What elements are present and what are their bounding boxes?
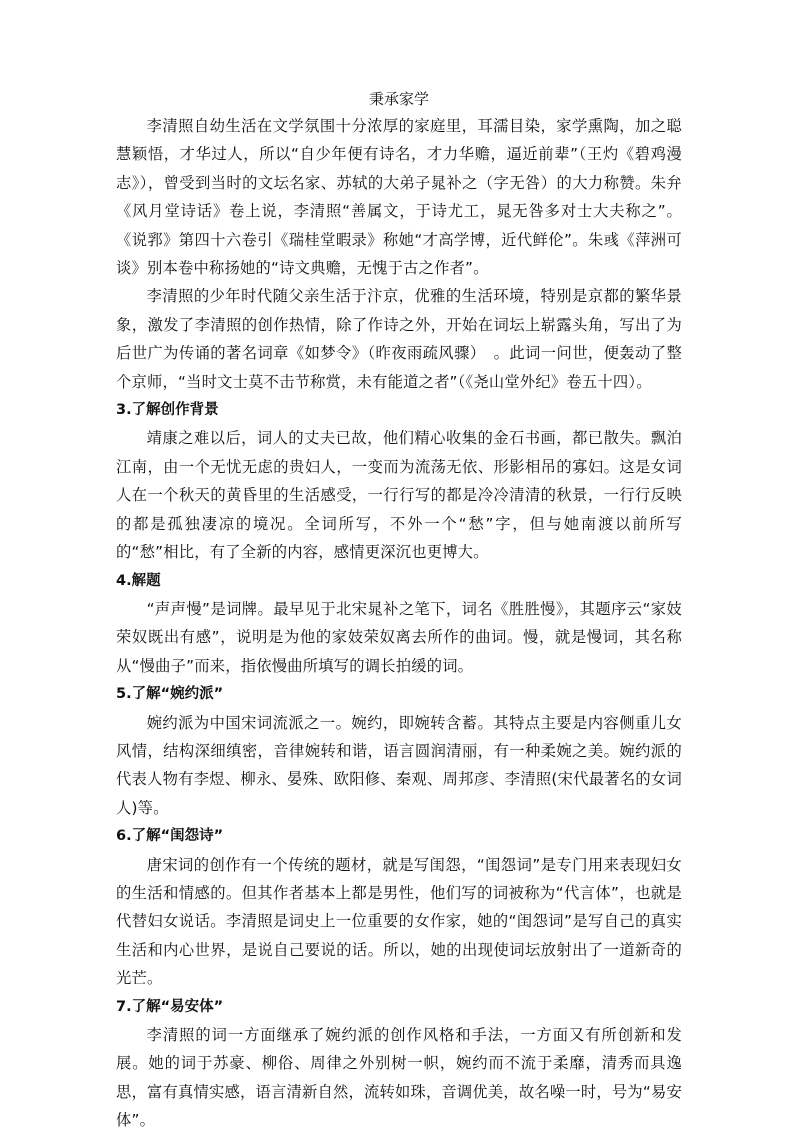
paragraph-guiyuan-poetry: 唐宋词的创作有一个传统的题材，就是写闺怨，“闺怨词”是专门用来表现妇女的生活和情感的。但其作者基本上都是男性，他们写的词被称为“代言体”，也就是代替妇女说话。李清照是词史上一位重要的女作家，她的“闺怨词”是写自己的真实生活和内心世界，是说自己要说的话。所以，她的出现使词坛放射出了一道新奇的光芒。 [116, 855, 682, 988]
paragraph-youth-in-bianjing: 李清照的少年时代随父亲生活于汴京，优雅的生活环境，特别是京都的繁华景象，激发了李清照的创作热情，除了作诗之外，开始在词坛上崭露头角，写出了为后世广为传诵的著名词章《如梦令》（昨夜雨疏风骤） 。此词一问世，便轰动了整个京师，“当时文士莫不击节称赏，未有能道之者”（《尧山堂外纪》卷五十四）。 [116, 287, 682, 391]
heading-wanyue-school: 5.了解“婉约派” [116, 686, 224, 703]
paragraph-creation-background: 靖康之难以后，词人的丈夫已故，他们精心收集的金石书画，都已散失。飘泊江南，由一个无忧无虑的贵妇人，一变而为流荡无依、形影相吊的寡妇。这是女词人在一个秋天的黄昏里的生活感受，一行行写的都是冷冷清清的秋景，一行行反映的都是孤独凄凉的境况。全词所写，不外一个“愁”字，但与她南渡以前所写的“愁”相比，有了全新的内容，感情更深沉也更博大。 [116, 429, 682, 562]
paragraph-title-explanation: “声声慢”是词牌。最早见于北宋晁补之笔下，词名《胜胜慢》，其题序云“家妓荣奴既出有感”，说明是为他的家妓荣奴离去所作的曲词。慢，就是慢词，其名称从“慢曲子”而来，指依慢曲所填写的调长拍缓的词。 [116, 599, 682, 675]
document-page [116, 88, 682, 1135]
paragraph-yian-style: 李清照的词一方面继承了婉约派的创作风格和手法，一方面又有所创新和发展。她的词于苏豪、柳俗、周律之外别树一帜，婉约而不流于柔靡，清秀而具逸思，富有真情实感，语言清新自然，流转如珠，音调优美，故名噪一时，号为“易安体”。 [116, 1026, 683, 1130]
heading-title-explanation: 4.解题 [116, 572, 161, 589]
paragraph-wanyue-school: 婉约派为中国宋词流派之一。婉约，即婉转含蓄。其特点主要是内容侧重儿女风情，结构深细缜密，音律婉转和谐，语言圆润清丽，有一种柔婉之美。婉约派的代表人物有李煜、柳永、晏殊、欧阳修、秦观、周邦彦、李清照(宋代最著名的女词人)等。 [116, 713, 682, 817]
section-title: 秉承家学 [368, 90, 429, 108]
heading-guiyuan-poetry: 6.了解“闺怨诗” [116, 828, 224, 845]
heading-creation-background: 3.了解创作背景 [116, 402, 219, 419]
paragraph-family-learning: 李清照自幼生活在文学氛围十分浓厚的家庭里，耳濡目染，家学熏陶，加之聪慧颖悟，才华过人，所以“自少年便有诗名，才力华赡，逼近前辈”（王灼《碧鸡漫志》），曾受到当时的文坛名家、苏轼的大弟子晁补之（字无咎）的大力称赞。朱弁《风月堂诗话》卷上说，李清照“善属文，于诗尤工，晁无咎多对士大夫称之”。《说郛》第四十六卷引《瑞桂堂暇录》称她“才高学博，近代鲜伦”。朱彧《萍洲可谈》别本卷中称扬她的“诗文典赡，无愧于古之作者”。 [116, 117, 682, 278]
heading-yian-style: 7.了解“易安体” [116, 998, 224, 1015]
